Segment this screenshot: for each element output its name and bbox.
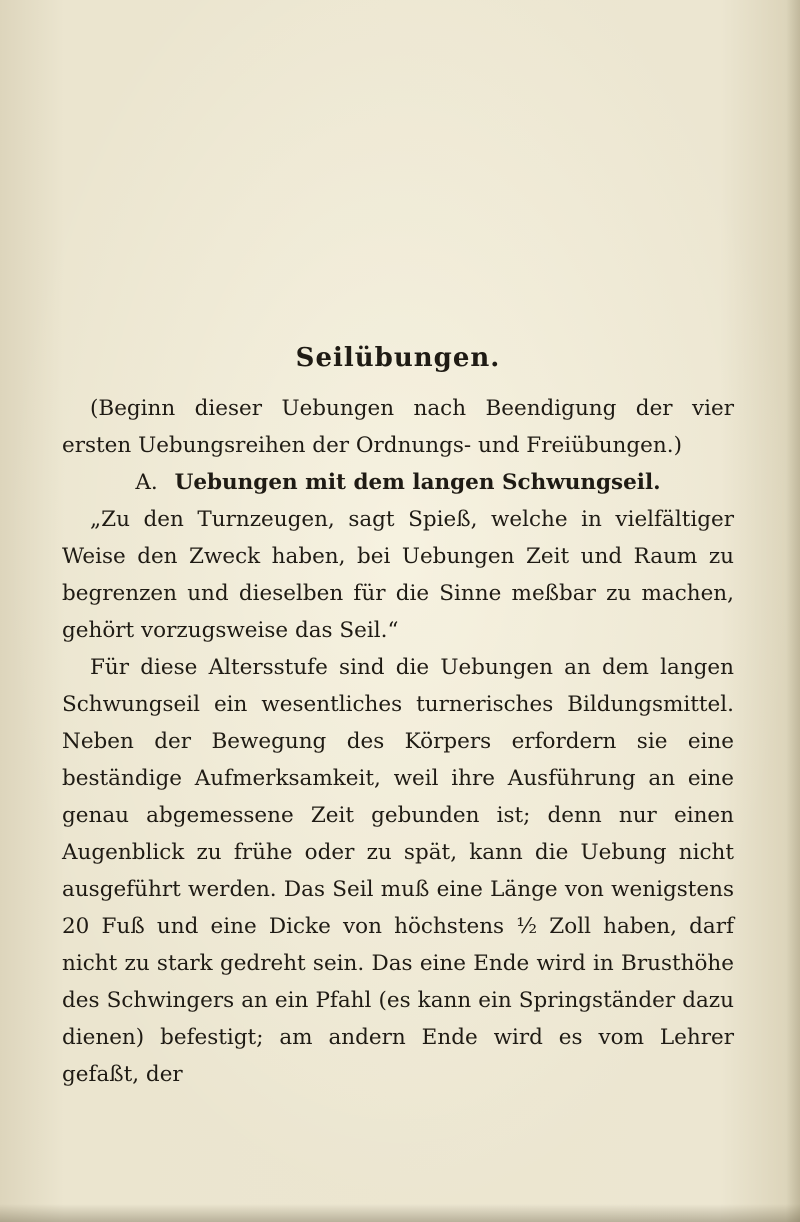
section-heading xyxy=(62,464,734,501)
intro-paragraph: (Beginn dieser Uebungen nach Beendigung der vier ersten Uebungsreihen der Ordnungs- und Freiübungen.) xyxy=(62,396,734,458)
quote-paragraph: „Zu den Turnzeugen, sagt Spieß, welche in vielfältiger Weise den Zweck haben, bei Uebungen Zeit und Raum zu begrenzen und dieselben für die Sinne meßbar zu machen, gehört vorzugsweise das Seil.“ xyxy=(62,507,734,643)
section-title: Uebungen mit dem langen Schwungseil. xyxy=(174,470,661,495)
body-paragraph: Für diese Altersstufe sind die Uebungen an dem langen Schwungseil ein wesentliches turnerisches Bildungsmittel. Neben der Bewegung des Körpers erfordern sie eine beständige Aufmerksamkeit, weil ihre Ausführung an eine genau abgemessene Zeit gebunden ist; denn nur einen Augenblick zu frühe oder zu spät, kann die Uebung nicht ausgeführt werden. Das Seil muß eine Länge von wenigstens 20 Fuß und eine Dicke von höchstens ½ Zoll haben, darf nicht zu stark gedreht sein. Das eine Ende wird in Brusthöhe des Schwingers an ein Pfahl (es kann ein Springständer dazu dienen) befestigt; am andern Ende wird es vom Lehrer gefaßt, der xyxy=(62,655,734,1087)
page-edge-shadow xyxy=(786,0,800,1222)
page-title: Seilübungen. xyxy=(295,343,501,373)
page-bottom-shadow xyxy=(0,1204,800,1222)
section-letter: A. xyxy=(135,470,158,495)
page-text xyxy=(62,340,734,1093)
